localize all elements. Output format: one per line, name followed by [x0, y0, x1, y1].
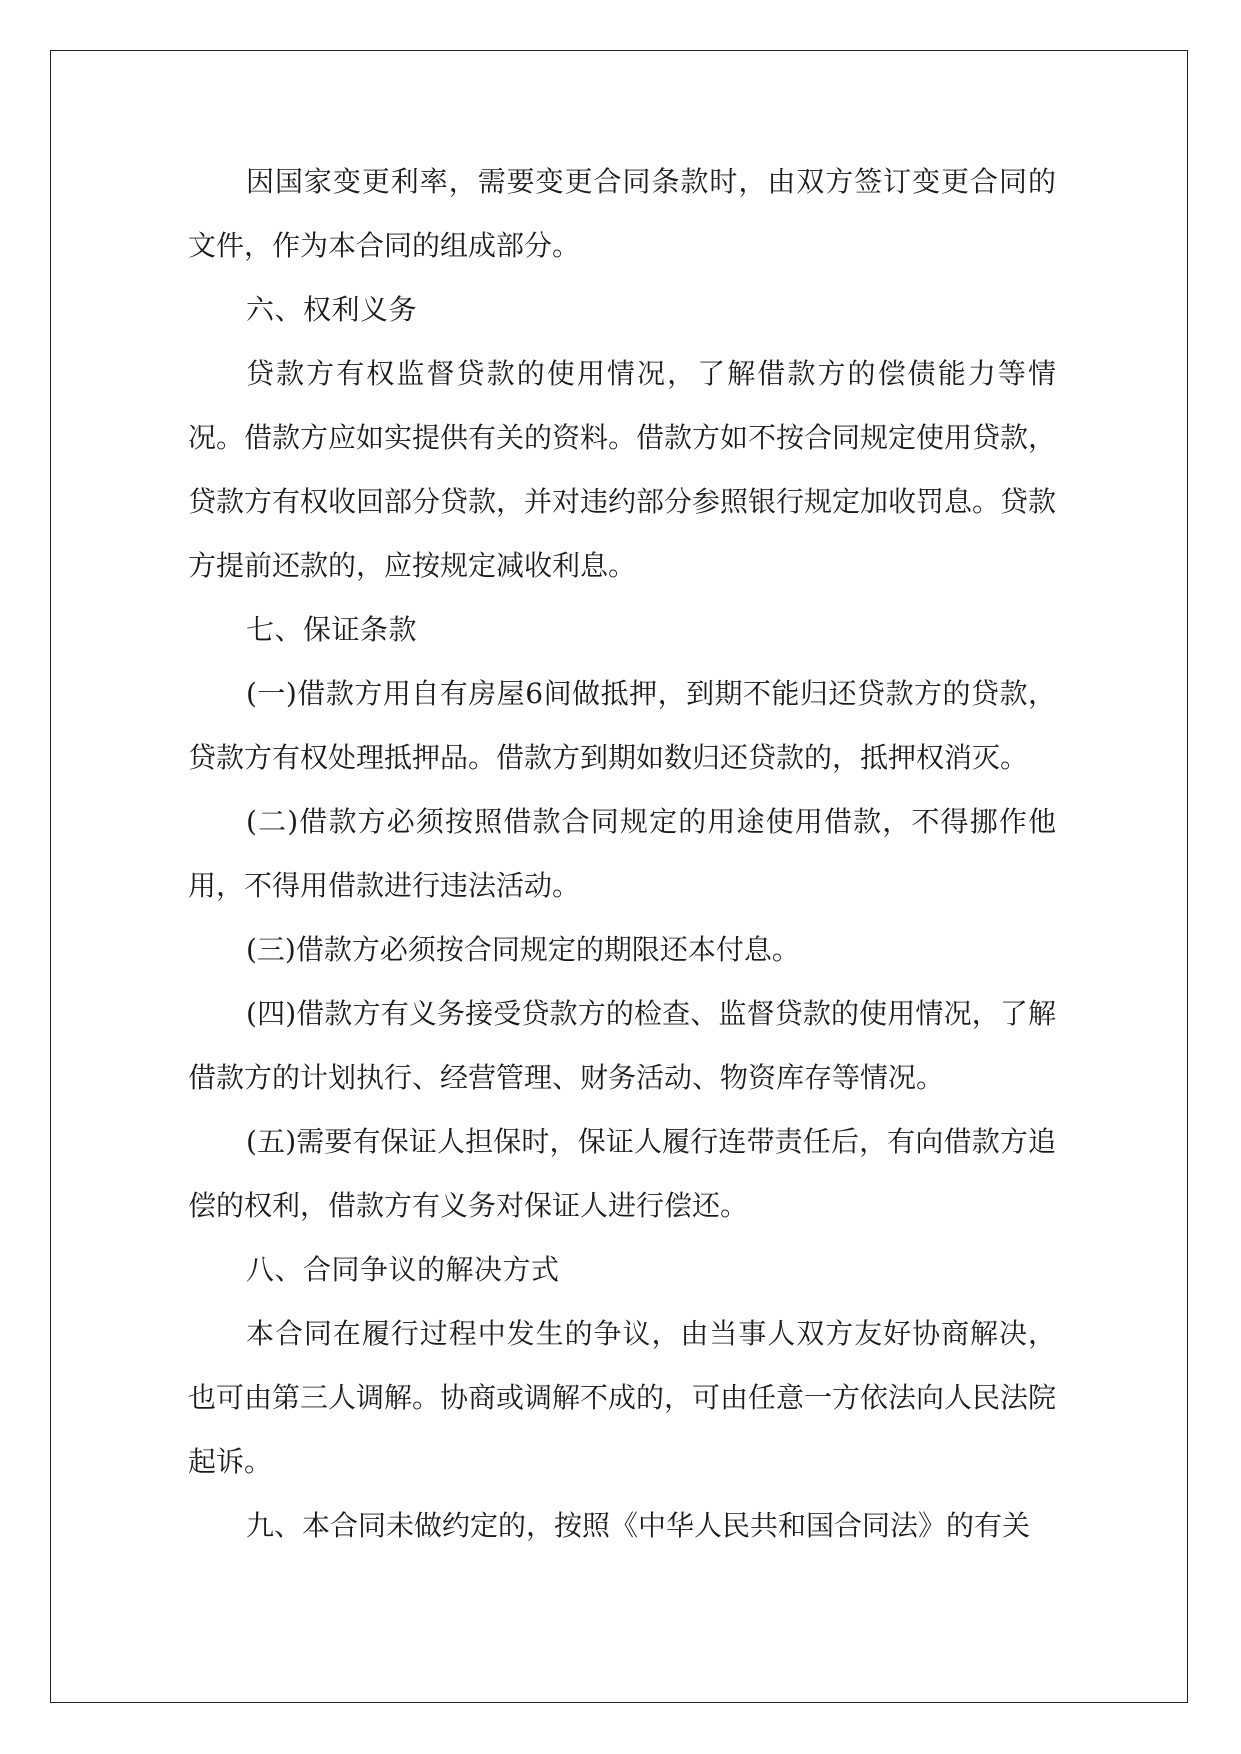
section-heading-guarantee-terms: 七、保证条款: [246, 613, 418, 646]
paragraph-guarantee-item-4: (四)借款方有义务接受贷款方的检查、监督贷款的使用情况，了解借款方的计划执行、经营管理、财务活动、物资库存等情况。: [188, 997, 1056, 1094]
paragraph-interest-rate-change: 因国家变更利率，需要变更合同条款时，由双方签订变更合同的文件，作为本合同的组成部分。: [188, 165, 1056, 262]
paragraph-dispute-resolution: 本合同在履行过程中发生的争议，由当事人双方友好协商解决，也可由第三人调解。协商或调解不成的，可由任意一方依法向人民法院起诉。: [188, 1317, 1057, 1478]
document-body: [188, 150, 1056, 1558]
paragraph-guarantee-item-2: (二)借款方必须按照借款合同规定的用途使用借款，不得挪作他用，不得用借款进行违法活动。: [188, 805, 1056, 902]
paragraph-guarantee-item-5: (五)需要有保证人担保时，保证人履行连带责任后，有向借款方追偿的权利，借款方有义务对保证人进行偿还。: [188, 1125, 1056, 1222]
paragraph-guarantee-item-3: (三)借款方必须按合同规定的期限还本付息。: [246, 933, 800, 966]
section-heading-rights-obligations: 六、权利义务: [246, 293, 418, 326]
paragraph-lender-rights: 贷款方有权监督贷款的使用情况，了解借款方的偿债能力等情况。借款方应如实提供有关的资料。借款方如不按合同规定使用贷款，贷款方有权收回部分贷款，并对违约部分参照银行规定加收罚息。贷款方提前还款的，应按规定减收利息。: [188, 357, 1057, 582]
section-heading-dispute-resolution: 八、合同争议的解决方式: [246, 1253, 560, 1286]
paragraph-section-nine: 九、本合同未做约定的，按照《中华人民共和国合同法》的有关: [246, 1509, 1031, 1542]
paragraph-guarantee-item-1: (一)借款方用自有房屋6间做抵押，到期不能归还贷款方的贷款，贷款方有权处理抵押品。借款方到期如数归还贷款的，抵押权消灭。: [188, 677, 1056, 774]
